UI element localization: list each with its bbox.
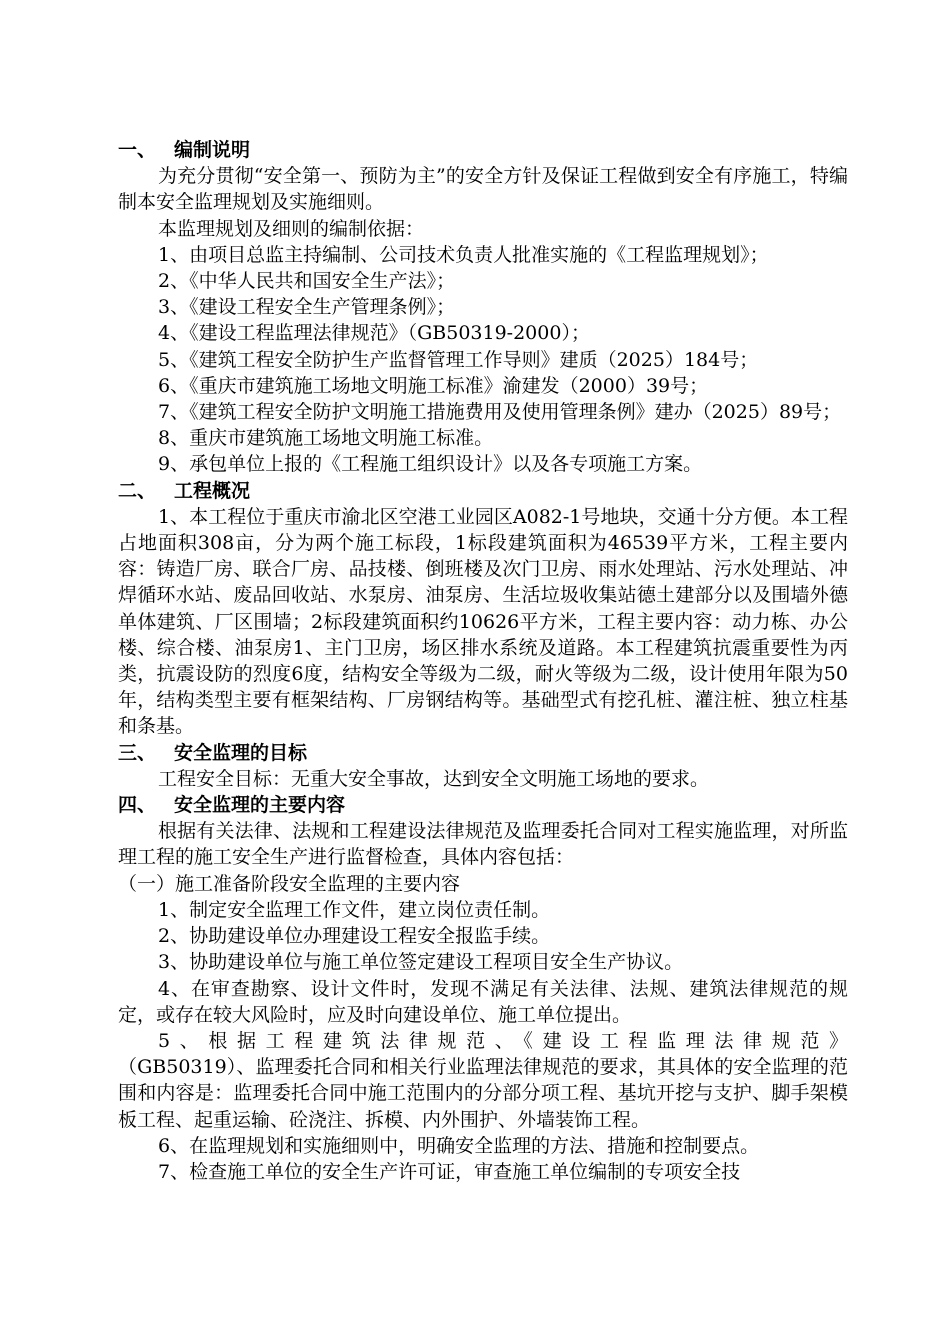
- basis-item-5: 5、《建筑工程安全防护生产监督管理工作导则》建质（2025）184号；: [158, 348, 759, 371]
- section-title: 工程概况: [174, 479, 251, 502]
- basis-item-1: 1、由项目总监主持编制、公司技术负责人批准实施的《工程监理规划》；: [158, 243, 769, 266]
- section-number: 一、: [118, 139, 157, 161]
- section-title: 安全监理的目标: [174, 741, 308, 764]
- project-overview-paragraph: 1、本工程位于重庆市渝北区空港工业园区A082-1号地块，交通十分方便。本工程占地面积308亩，分为两个施工标段，1标段建筑面积为46539平方米，工程主要内容：铸造厂房、联合厂房、品技楼、倒班楼及次门卫房、雨水处理站、污水处理站、冲焊循环水站、废品回收站、水泵房、油泵房、生活垃圾收集站德土建部分以及围墙外德单体建筑、厂区围墙；2标段建筑面积约10626平方米，工程主要内容：动力栋、办公楼、综合楼、油泵房1、主门卫房，场区排水系统及道路。本工程建筑抗震重要性为丙类，抗震设防的烈度6度，结构安全等级为二级，耐火等级为二级，设计使用年限为50年，结构类型主要有框架结构、厂房钢结构等。基础型式有挖孔桩、灌注桩、独立柱基和条基。: [118, 505, 848, 738]
- section-number: 四、: [118, 794, 157, 817]
- section-1-intro: 为充分贯彻“安全第一、预防为主”的安全方针及保证工程做到安全有序施工，特编制本安全监理规划及实施细则。: [118, 165, 848, 214]
- section-3-heading: [118, 740, 848, 766]
- content-item-6: 6、在监理规划和实施细则中，明确安全监理的方法、措施和控制要点。: [158, 1134, 760, 1157]
- section-1-heading: [118, 137, 848, 163]
- document-page: [118, 137, 848, 1185]
- section-number: 二、: [118, 479, 157, 502]
- section-2-heading: [118, 478, 848, 504]
- content-item-7: 7、检查施工单位的安全生产许可证，审查施工单位编制的专项安全技: [158, 1160, 741, 1183]
- basis-item-9: 9、承包单位上报的《工程施工组织设计》以及各专项施工方案。: [158, 453, 703, 476]
- basis-item-6: 6、《重庆市建筑施工场地文明施工标准》渝建发（2000）39号；: [158, 374, 709, 397]
- basis-title: 本监理规划及细则的编制依据：: [158, 217, 425, 240]
- section-4-heading: [118, 792, 848, 818]
- safety-target-paragraph: 工程安全目标：无重大安全事故，达到安全文明施工场地的要求。: [158, 767, 710, 790]
- content-item-2: 2、协助建设单位办理建设工程安全报监手续。: [158, 925, 551, 948]
- content-item-5-first-line: 5、根据工程建筑法律规范、《建设工程监理法律规范》: [158, 1029, 848, 1052]
- content-item-5-continuation: （GB50319）、监理委托合同和相关行业监理法律规范的要求，其具体的安全监理的范围和内容是：监理委托合同中施工范围内的分部分项工程、基坑开挖与支护、脚手架模板工程、起重运输、砼浇注、拆模、内外围护、外墙装饰工程。: [118, 1056, 848, 1131]
- subsection-title: （一）施工准备阶段安全监理的主要内容: [118, 872, 461, 895]
- content-item-3: 3、协助建设单位与施工单位签定建设工程项目安全生产协议。: [158, 951, 684, 974]
- section-title: 编制说明: [174, 139, 251, 161]
- content-item-4: 4、在审查勘察、设计文件时，发现不满足有关法律、法规、建筑法律规范的规定，或存在较大风险时，应及时向建设单位、施工单位提出。: [118, 977, 848, 1026]
- section-title: 安全监理的主要内容: [174, 794, 346, 817]
- section-4-intro: 根据有关法律、法规和工程建设法律规范及监理委托合同对工程实施监理，对所监理工程的施工安全生产进行监督检查，具体内容包括：: [118, 820, 848, 869]
- basis-item-7: 7、《建筑工程安全防护文明施工措施费用及使用管理条例》建办（2025）89号；: [158, 401, 842, 424]
- basis-item-3: 3、《建设工程安全生产管理条例》；: [158, 296, 456, 319]
- content-item-1: 1、制定安全监理工作文件，建立岗位责任制。: [158, 898, 551, 921]
- basis-item-2: 2、《中华人民共和国安全生产法》；: [158, 270, 456, 293]
- basis-item-4: 4、《建设工程监理法律规范》（GB50319-2000）；: [158, 322, 590, 345]
- section-number: 三、: [118, 741, 157, 764]
- basis-item-8: 8、重庆市建筑施工场地文明施工标准。: [158, 427, 494, 450]
